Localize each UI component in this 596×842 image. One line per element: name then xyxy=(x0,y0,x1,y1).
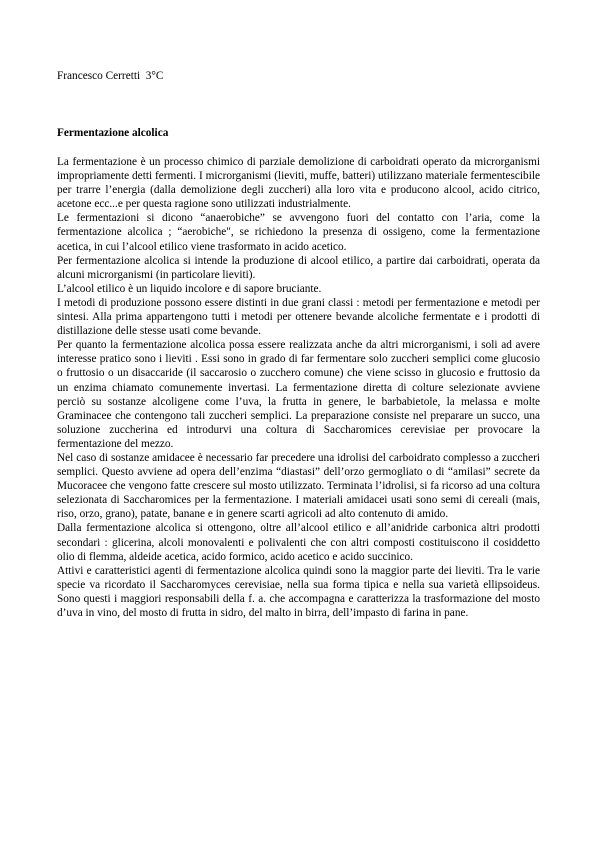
paragraph: I metodi di produzione possono essere distinti in due grani classi : metodi per fermentazione e metodi per sintesi. Alla prima appartengono tutti i metodi per ottenere bevande alcoliche fermentate e i prodotti di distillazione delle stesse usati come bevande. xyxy=(57,296,540,338)
document-title: Fermentazione alcolica xyxy=(57,127,169,139)
paragraph: La fermentazione è un processo chimico di parziale demolizione di carboidrati operato da microrganismi impropriamente detti fermenti. I microrganismi (lieviti, muffe, batteri) utilizzano materiale fermentescibile per trarre l’energia (dalla demolizione degli zuccheri) alla loro vita e producono alcool, acido citrico, acetone ecc...e per questa ragione sono utilizzati industrialmente. xyxy=(57,156,540,211)
author-line: Francesco Cerretti 3°C xyxy=(57,70,164,82)
paragraph: Per fermentazione alcolica si intende la produzione di alcool etilico, a partire dai carboidrati, operata da alcuni microrganismi (in particolare lieviti). xyxy=(57,254,540,281)
paragraph: Nel caso di sostanze amidacee è necessario far precedere una idrolisi del carboidrato complesso a zuccheri semplici. Questo avviene ad opera dell’enzima “diastasi” dell’orzo germogliato o di “amilasi” secrete da Mucoracee che vengono fatte crescere sul mosto utilizzato. Terminata l’idrolisi, si fa ricorso ad una coltura selezionata di Saccharomices per la fermentazione. I materiali amidacei usati sono semi di cereali (mais, riso, orzo, grano), patate, banane e in genere scarti agricoli ad alto contenuto di amido. xyxy=(57,451,541,521)
paragraph: Dalla fermentazione alcolica si ottengono, oltre all’alcool etilico e all’anidride carbonica altri prodotti secondari : glicerina, alcoli monovalenti e polivalenti che con altri composti costituiscono il cosiddetto olio di flemma, aldeide acetica, acido formico, acido acetico e acido succinico. xyxy=(57,522,540,563)
document-body xyxy=(57,155,540,620)
paragraph: Attivi e caratteristici agenti di fermentazione alcolica quindi sono la maggior parte dei lieviti. Tra le varie specie va ricordato il Saccharomyces cerevisiae, nella sua forma tipica e nella sua varietà ellipsoideus. Sono questi i maggiori responsabili della f. a. che accompagna e caratterizza la trasformazione del mosto d’uva in vino, del mosto di frutta in sidro, del malto in birra, dell’impasto di farina in pane. xyxy=(57,564,540,619)
paragraph: L’alcool etilico è un liquido incolore e di sapore bruciante. xyxy=(57,282,322,295)
paragraph: Le fermentazioni si dicono “anaerobiche” se avvengono fuori del contatto con l’aria, come la fermentazione alcolica ; “aerobiche", se richiedono la presenza di ossigeno, come la fermentazione acetica, in cui l’alcool etilico viene trasformato in acido acetico. xyxy=(57,212,540,253)
paragraph: Per quanto la fermentazione alcolica possa essere realizzata anche da altri microrganismi, i soli ad avere interesse pratico sono i lieviti . Essi sono in grado di far fermentare solo zuccheri semplici come glucosio o fruttosio o un disaccaride (il saccarosio o zucchero comune) che viene scisso in glucosio e fruttosio da un enzima chiamato comunemente invertasi. La fermentazione diretta di colture selezionate avviene perciò su sostanze alcoligene come l’uva, la frutta in genere, le barbabietole, la melassa e molte Graminacee che contengono tali zuccheri semplici. La preparazione consiste nel preparare un succo, una soluzione zuccherina ed introdurvi una coltura di Saccharomices cerevisiae per provocare la fermentazione del mezzo. xyxy=(57,339,540,450)
